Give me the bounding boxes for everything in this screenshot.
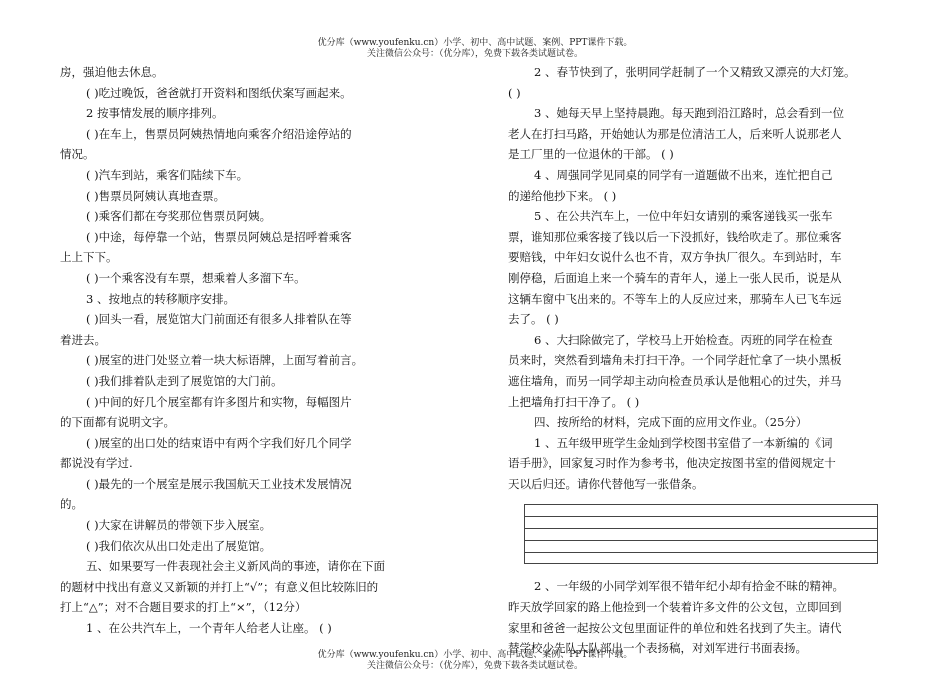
text-line: ( )乘客们都在夸奖那位售票员阿姨。 — [86, 209, 272, 224]
text-line: 3 、她每天早上坚持晨跑。每天跑到沿江路时，总会看到一位 — [534, 106, 844, 121]
text-line: 的。 — [60, 497, 83, 512]
page-footer — [0, 650, 950, 672]
header-line-1: 优分库（www.youfenku.cn）小学、初中、高中试题、案例、PPT课件下载。 — [317, 38, 633, 48]
text-line: 4 、周强同学见同桌的同学有一道题做不出来，连忙把自己 — [534, 167, 833, 182]
text-line: ( )最先的一个展室是展示我国航天工业技术发展情况 — [86, 476, 352, 491]
text-line: 房，强迫他去休息。 — [60, 65, 164, 79]
text-line: 四、按所给的材料，完成下面的应用文作业。（25分） — [534, 415, 808, 430]
text-line: ( ) — [508, 85, 521, 100]
answer-line — [525, 552, 877, 553]
answer-line — [525, 528, 877, 529]
text-line: ( )售票员阿姨认真地查票。 — [86, 188, 226, 203]
text-line: ( )中间的好几个展室都有许多图片和实物，每幅图片 — [86, 394, 352, 409]
answer-box — [524, 504, 878, 564]
text-line: 五、如果要写一件表现社会主义新风尚的事迹，请你在下面 — [86, 559, 385, 574]
text-line: ( )展室的进门处竖立着一块大标语牌，上面写着前言。 — [86, 353, 364, 368]
text-line: 情况。 — [60, 147, 95, 162]
text-line: ( )我们排着队走到了展览馆的大门前。 — [86, 373, 283, 388]
right-column-lower — [508, 576, 886, 658]
header-line-2: 关注微信公众号：（优分库），免费下载各类试题试卷。 — [366, 49, 583, 59]
text-line: 1 、在公共汽车上，一个青年人给老人让座。 ( ) — [86, 621, 332, 636]
text-line: ( )在车上，售票员阿姨热情地向乘客介绍沿途停站的 — [86, 126, 352, 141]
text-line: 遮住墙角，而另一同学却主动向检查员承认是他粗心的过失，并马 — [508, 373, 842, 388]
text-line: 语手册》，回家复习时作为参考书，他决定按图书室的借阅规定十 — [508, 456, 836, 471]
text-line: 替学校少先队大队部出一个表扬稿，对刘军进行书面表扬。 — [508, 641, 807, 656]
text-line: 的递给他抄下来。 ( ) — [508, 188, 617, 203]
text-line: 2 按事情发展的顺序排列。 — [86, 106, 224, 121]
text-line: 都说没有学过. — [60, 456, 133, 471]
text-line: 天以后归还。请你代替他写一张借条。 — [508, 476, 704, 491]
answer-line — [525, 516, 877, 517]
text-line: 着进去。 — [60, 332, 106, 347]
text-line: 这辆车窗中飞出来的。不等车上的人反应过来，那骑车人已飞车远 — [508, 291, 842, 306]
text-line: 家里和爸爸一起按公文包里面证件的单位和姓名找到了失主。请代 — [508, 620, 842, 635]
text-line: 去了。 ( ) — [508, 312, 559, 327]
text-line: ( )回头一看，展览馆大门前面还有很多人排着队在等 — [86, 312, 352, 327]
text-line: ( )大家在讲解员的带领下步入展室。 — [86, 518, 272, 533]
text-line: 的下面都有说明文字。 — [60, 415, 175, 430]
text-line: 票，谁知那位乘客接了钱以后一下没抓好，钱给吹走了。那位乘客 — [508, 229, 842, 244]
text-line: ( )我们依次从出口处走出了展览馆。 — [86, 538, 272, 553]
right-column — [508, 62, 886, 659]
footer-line-2: 关注微信公众号：（优分库），免费下载各类试题试卷。 — [366, 661, 583, 671]
text-line: 上上下下。 — [60, 250, 118, 265]
text-line: 3 、按地点的转移顺序安排。 — [86, 291, 235, 306]
right-column-upper — [508, 62, 886, 494]
text-line: ( )汽车到站，乘客们陆续下车。 — [86, 167, 249, 182]
text-line: 要赔钱，中年妇女说什么也不肯，双方争执厂很久。车到站时，车 — [508, 250, 842, 265]
text-line: 打上“△”；对不合题目要求的打上“×”，（12分） — [60, 600, 307, 615]
text-line: 5 、在公共汽车上，一位中年妇女请别的乘客递钱买一张车 — [534, 209, 833, 224]
text-line: 6 、大扫除做完了，学校马上开始检查。丙班的同学在检查 — [534, 332, 833, 347]
text-line: 2 、春节快到了，张明同学赶制了一个又精致又漂亮的大灯笼。 — [534, 65, 856, 79]
text-line: 1 、五年级甲班学生金灿到学校图书室借了一本新编的《词 — [534, 435, 833, 450]
footer-line-1: 优分库（www.youfenku.cn）小学、初中、高中试题、案例、PPT课件下载。 — [317, 650, 633, 660]
text-line: 刚停稳，后面追上来一个骑车的青年人，递上一张人民币，说是从 — [508, 270, 842, 285]
text-line: ( )展室的出口处的结束语中有两个字我们好几个同学 — [86, 435, 352, 450]
text-line: 是工厂里的一位退休的干部。 ( ) — [508, 147, 674, 162]
text-line: 2 、一年级的小同学刘军很不错年纪小却有拾金不昧的精神。 — [534, 579, 844, 594]
text-line: ( )一个乘客没有车票，想乘着人多溜下车。 — [86, 270, 306, 285]
page-header — [0, 38, 950, 60]
text-line: 上把墙角打扫干净了。 ( ) — [508, 394, 640, 409]
text-line: 的题材中找出有意义又新颖的并打上“√”；有意义但比较陈旧的 — [60, 579, 379, 594]
answer-line — [525, 540, 877, 541]
text-line: ( )中途，每停靠一个站，售票员阿姨总是招呼着乘客 — [86, 229, 352, 244]
text-line: 老人在打扫马路，开始她认为那是位清洁工人，后来听人说那老人 — [508, 126, 842, 141]
text-line: 昨天放学回家的路上他捡到一个装着许多文件的公文包，立即回到 — [508, 600, 842, 615]
text-line: ( )吃过晚饭，爸爸就打开资料和图纸伏案写画起来。 — [86, 85, 352, 100]
text-line: 员来时，突然看到墙角未打扫干净。一个同学赶忙拿了一块小黑板 — [508, 353, 842, 368]
left-column — [60, 62, 450, 639]
